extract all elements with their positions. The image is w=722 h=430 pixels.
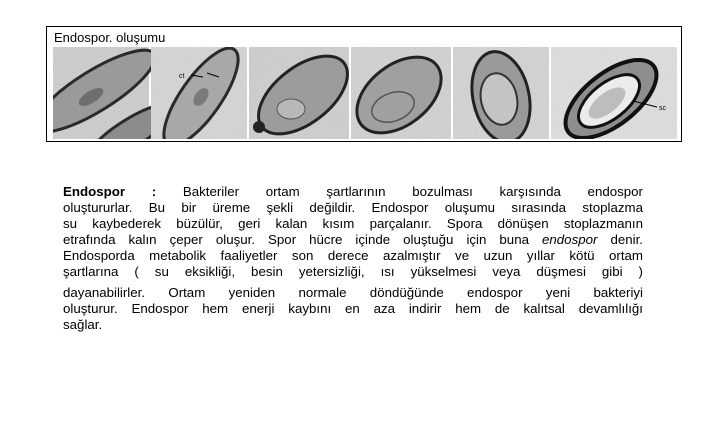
paragraph-line-5: Endosporda metabolik faaliyetler son derece azalmıştır ve uzun yıllar kötü ortam [63, 248, 643, 264]
micrograph-strip [53, 47, 677, 139]
paragraph-line-2: oluştururlar. Bu bir üreme şekli değildir. Endospor oluşumu sırasında stoplazma [63, 200, 643, 216]
micrograph-3 [245, 47, 361, 139]
paragraph-line-4 [63, 232, 643, 248]
figure-caption: Endospor. oluşumu [54, 30, 166, 45]
term-endospor-italic: endospor [542, 232, 598, 248]
term-endospor: Endospor [63, 184, 126, 199]
line4-pre: etrafında kalın çeper oluşur. Spor hücre içinde oluştuğu için buna [63, 232, 542, 248]
paragraph-line-1 [63, 184, 643, 200]
paragraph-line-9: sağlar. [63, 316, 103, 332]
micrograph-4 [343, 47, 456, 139]
paragraph-line-8: oluşturur. Endospor hem enerji kaybını en aza indirir hem de kalıtsal devamlılığı [63, 300, 643, 316]
micrograph-2 [151, 47, 251, 139]
micrograph-6 [551, 47, 677, 139]
endospor-paragraph [63, 184, 643, 333]
micrograph-5 [453, 47, 549, 139]
figure-frame [46, 26, 682, 142]
paragraph-line-3: su kaybederek büzülür, geri kalan kısım parçalanır. Spora dönüşen stoplazmanın [63, 216, 643, 232]
line1-text: Bakteriler ortam şartlarının bozulması karşısında endospor [156, 184, 643, 199]
term-colon: : [125, 184, 157, 199]
panel-label-ct: ct [179, 73, 185, 80]
panel-label-sc: sc [659, 105, 666, 112]
paragraph-line-6: şartlarına ( su eksikliği, besin yetersizliği, ısı yükselmesi veya düşmesi gibi ) [63, 264, 643, 280]
paragraph-line-7: dayanabilirler. Ortam yeniden normale döndüğünde endospor yeni bakteriyi [63, 284, 643, 300]
line4-post: denir. [597, 232, 643, 248]
